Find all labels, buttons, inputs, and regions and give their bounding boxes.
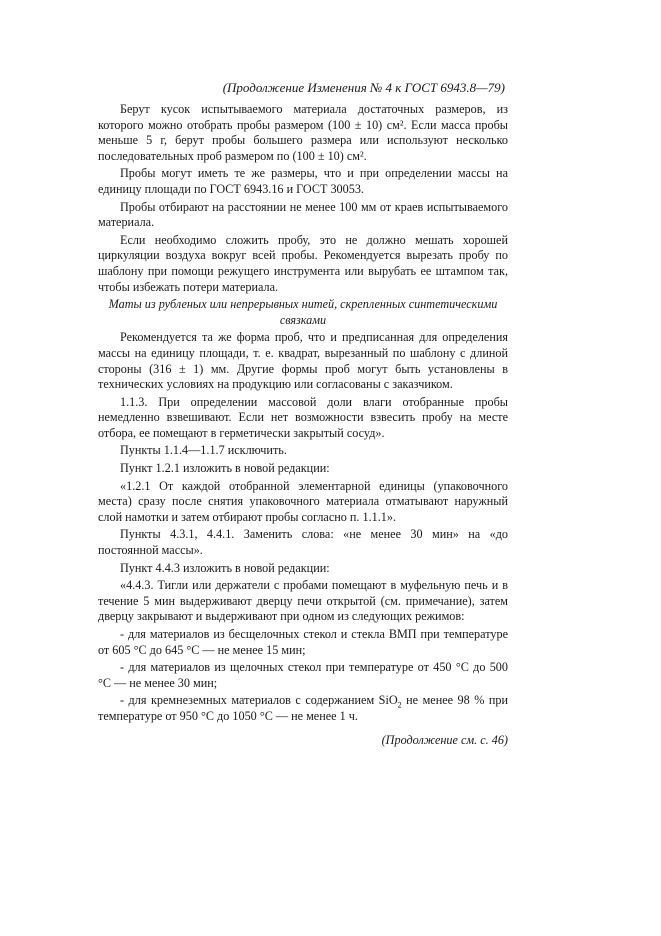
paragraph-clause-443: «4.4.3. Тигли или держатели с пробами помещают в муфельную печь и в течение 5 мин выдерживают дверцу печи открытой (см. примечание), затем дверцу закрывают и выдерживают при одном из следующих режимов: (98, 578, 508, 624)
paragraph-sample-dimensions: Пробы могут иметь те же размеры, что и при определении массы на единицу площади по ГОСТ 6943.16 и ГОСТ 30053. (98, 166, 508, 196)
list-item-alkali: - для материалов из щелочных стекол при температуре от 450 °С до 500 °С — не менее 30 мин; (98, 660, 508, 690)
list-item-alkali-free: - для материалов из бесщелочных стекол и стекла ВМП при температуре от 605 °С до 645 °С — не менее 15 мин; (98, 627, 508, 657)
paragraph-sample-size: Берут кусок испытываемого материала достаточных размеров, из которого можно отобрать пробы размером (100 ± 10) см². Если масса пробы меньше 5 г, берут пробы большего размера или используют несколько последовательных проб размером по (100 ± 10) см². (98, 102, 508, 163)
section-subheading: Маты из рубленых или непрерывных нитей, скрепленных синтетическими связками (108, 297, 498, 327)
paragraph-revision-443: Пункт 4.4.3 изложить в новой редакции: (120, 560, 330, 575)
silica-text-start: - для кремнеземных материалов с содержанием SiO (120, 693, 398, 708)
silica-text-end: не менее 98 % при температуре от 950 °С до 1050 °С — не менее 1 ч. (98, 693, 508, 723)
paragraph-sample-distance: Пробы отбирают на расстоянии не менее 100 мм от краев испытываемого материала. (98, 199, 508, 230)
page-header: (Продолжение Изменения № 4 к ГОСТ 6943.8—79) (222, 80, 505, 95)
paragraph-clause-121: «1.2.1 От каждой отобранной элементарной единицы (упаковочного места) сразу после снятия упаковочного материала отматывают наружный слой намотки и затем отбирают пробы согласно п. 1.1.1». (98, 478, 508, 524)
paragraph-replace-words: Пункты 4.3.1, 4.4.1. Заменить слова: «не менее 30 мин» на «до постоянной массы». (98, 527, 508, 558)
document-body (98, 102, 508, 750)
paragraph-moisture: 1.1.3. При определении массовой доли влаги отобранные пробы немедленно взвешивают. Если нет возможности взвесить пробу на месте отбора, ее помещают в герметически закрытый сосуд». (98, 394, 508, 440)
paragraph-sample-shape: Рекомендуется та же форма проб, что и предписанная для определения массы на единицу площади, т. е. квадрат, вырезанный по шаблону с длиной стороны (316 ± 1) мм. Другие формы проб могут быть установлены в технических условиях на продукцию или согласованы с заказчиком. (98, 330, 508, 392)
paragraph-exclude: Пункты 1.1.4—1.1.7 исключить. (120, 443, 287, 458)
paragraph-folding: Если необходимо сложить пробу, это не должно мешать хорошей циркуляции воздуха вокруг всей пробы. Рекомендуется вырезать пробу по шаблону при помощи режущего инструмента или вырубать ее штампом так, чтобы избежать потери материала. (98, 232, 508, 294)
paragraph-revision-121: Пункт 1.2.1 изложить в новой редакции: (120, 461, 330, 476)
silica-subscript: 2 (397, 700, 402, 710)
page-continuation-note: (Продолжение см. с. 46) (381, 732, 508, 747)
list-item-silica (98, 693, 508, 724)
